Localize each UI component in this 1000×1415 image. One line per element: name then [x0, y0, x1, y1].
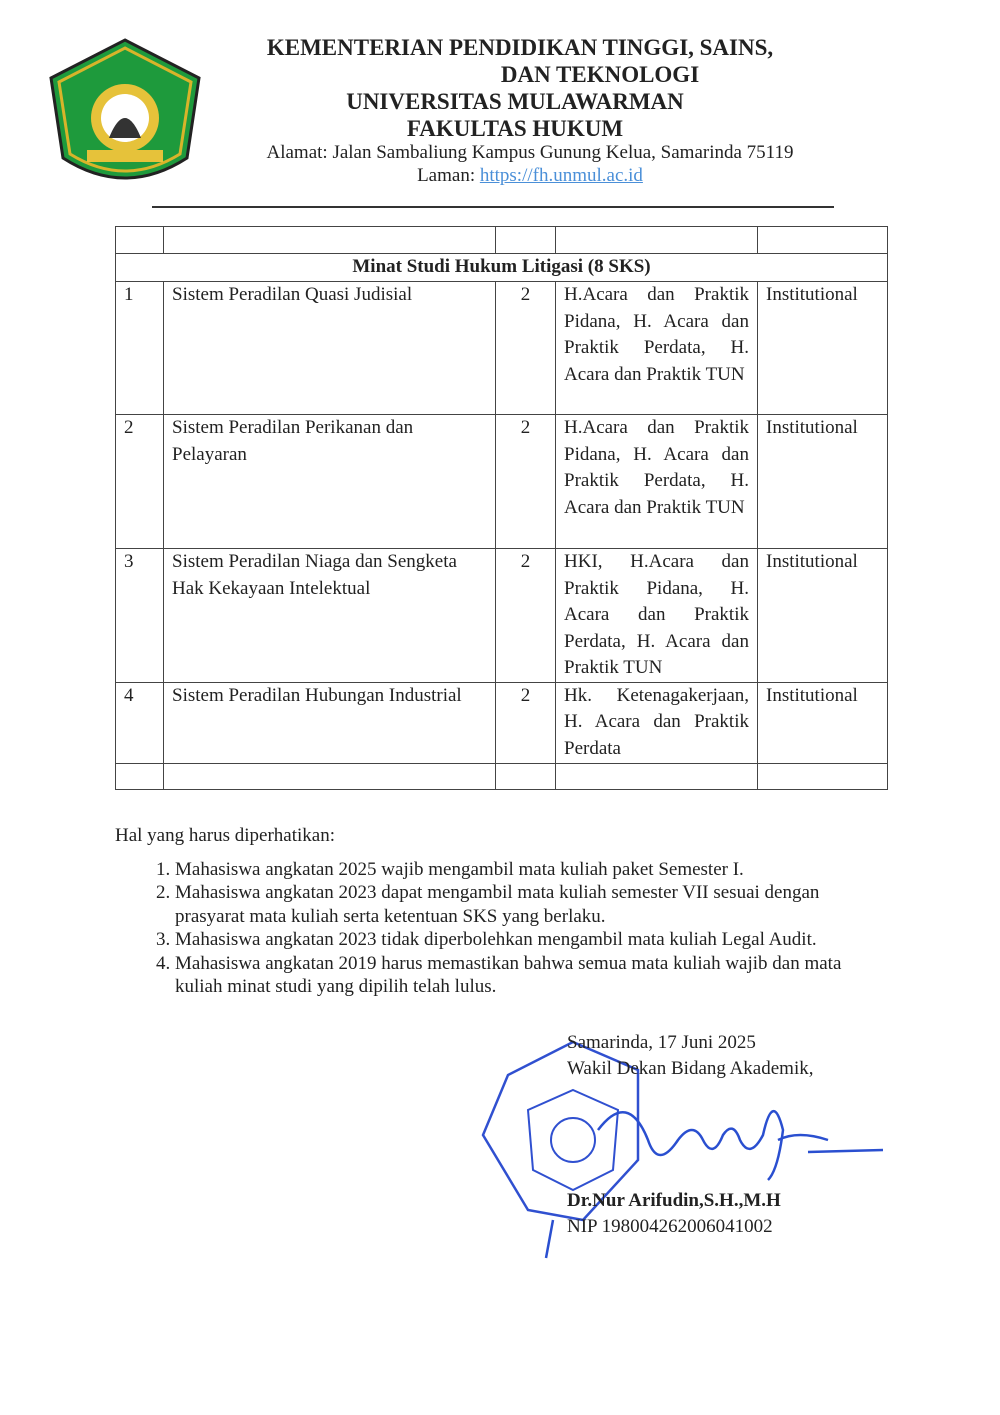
- header-faculty: FAKULTAS HUKUM: [406, 116, 624, 141]
- course-name: Sistem Peradilan Perikanan dan Pelayaran: [164, 415, 496, 549]
- header-university: UNIVERSITAS MULAWARMAN: [346, 89, 684, 114]
- header-divider: [152, 206, 834, 208]
- course-type: Institutional: [758, 282, 888, 415]
- header-ministry-2: DAN TEKNOLOGI: [500, 62, 700, 87]
- note-item: 3. Mahasiswa angkatan 2023 tidak diperbolehkan mengambil mata kuliah Legal Audit.: [175, 928, 885, 952]
- header-ministry: KEMENTERIAN PENDIDIKAN TINGGI, SAINS,: [266, 35, 774, 60]
- sks-value: 2: [496, 682, 556, 763]
- course-type: Institutional: [758, 549, 888, 683]
- prerequisites: HKI, H.Acara dan Praktik Pidana, H. Acara dan Praktik Perdata, H. Acara dan Praktik TUN: [556, 549, 758, 683]
- row-number: 1: [116, 282, 164, 415]
- sign-position: Wakil Dekan Bidang Akademik,: [567, 1058, 814, 1079]
- course-name: Sistem Peradilan Hubungan Industrial: [164, 682, 496, 763]
- table-empty-row: [116, 227, 888, 254]
- sks-value: 2: [496, 282, 556, 415]
- website-link[interactable]: https://fh.unmul.ac.id: [479, 165, 643, 186]
- table-row: [116, 415, 888, 549]
- signer-name: Dr.Nur Arifudin,S.H.,M.H: [567, 1190, 781, 1211]
- note-item: 1. Mahasiswa angkatan 2025 wajib mengambil mata kuliah paket Semester I.: [175, 858, 885, 882]
- course-type: Institutional: [758, 415, 888, 549]
- sks-value: 2: [496, 549, 556, 683]
- notes: [115, 824, 885, 999]
- table-row: [116, 682, 888, 763]
- table-empty-row: [116, 763, 888, 789]
- website-label: Laman:: [417, 165, 476, 186]
- signer-nip: NIP 198004262006041002: [567, 1216, 773, 1237]
- row-number: 2: [116, 415, 164, 549]
- address: Alamat: Jalan Sambaliung Kampus Gunung Kelua, Samarinda 75119: [266, 142, 794, 163]
- notes-title: Hal yang harus diperhatikan:: [115, 825, 336, 846]
- prerequisites: H.Acara dan Praktik Pidana, H. Acara dan Praktik Perdata, H. Acara dan Praktik TUN: [556, 415, 758, 549]
- sks-value: 2: [496, 415, 556, 549]
- row-number: 4: [116, 682, 164, 763]
- table-row: [116, 549, 888, 683]
- prerequisites: Hk. Ketenagakerjaan, H. Acara dan Praktik Perdata: [556, 682, 758, 763]
- note-item: 2. Mahasiswa angkatan 2023 dapat mengambil mata kuliah semester VII sesuai dengan prasyarat mata kuliah serta ketentuan SKS yang berlaku.: [175, 881, 885, 928]
- section-title: Minat Studi Hukum Litigasi (8 SKS): [116, 254, 888, 282]
- row-number: 3: [116, 549, 164, 683]
- prerequisites: H.Acara dan Praktik Pidana, H. Acara dan Praktik Perdata, H. Acara dan Praktik TUN: [556, 282, 758, 415]
- course-table: [115, 226, 888, 790]
- sign-place-date: Samarinda, 17 Juni 2025: [567, 1032, 756, 1053]
- course-name: Sistem Peradilan Quasi Judisial: [164, 282, 496, 415]
- table-row: [116, 282, 888, 415]
- note-item: 4. Mahasiswa angkatan 2019 harus memastikan bahwa semua mata kuliah wajib dan mata kuliah minat studi yang dipilih telah lulus.: [175, 952, 885, 999]
- website: [180, 165, 880, 187]
- course-name: Sistem Peradilan Niaga dan Sengketa Hak Kekayaan Intelektual: [164, 549, 496, 683]
- course-type: Institutional: [758, 682, 888, 763]
